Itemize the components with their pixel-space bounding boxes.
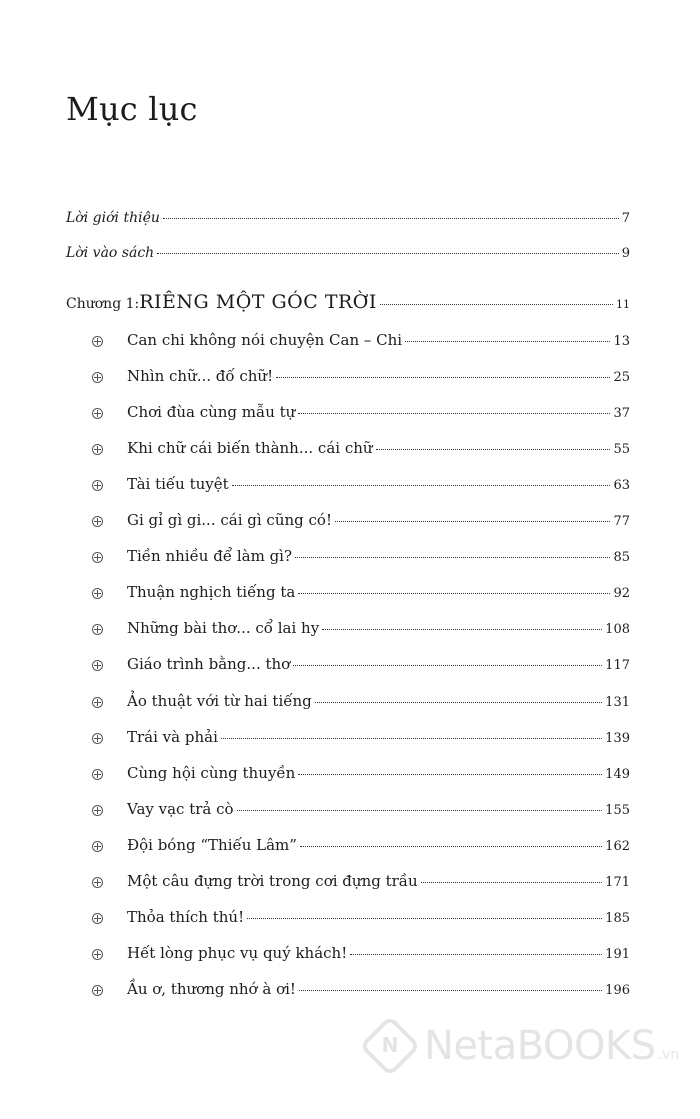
toc-item [127, 944, 630, 962]
circle-plus-icon [92, 516, 103, 527]
dot-leader [405, 341, 610, 342]
toc-item [127, 908, 630, 926]
toc-chapter-1 [66, 291, 630, 313]
dot-leader [350, 954, 602, 955]
toc-item-page: 37 [613, 406, 630, 421]
circle-plus-icon [92, 372, 103, 383]
dot-leader [221, 738, 602, 739]
circle-plus-icon [92, 805, 103, 816]
toc-item-page: 196 [605, 983, 630, 998]
dot-leader [298, 593, 610, 594]
toc-item [127, 475, 630, 493]
toc-item-page: 155 [605, 803, 630, 818]
toc-item-label: Tài tiếu tuyệt [127, 475, 229, 493]
toc-item [127, 439, 630, 457]
page-title: Mục lục [66, 90, 198, 128]
toc-item-page: 63 [613, 478, 630, 493]
toc-entry-introduction [66, 210, 630, 226]
toc-item [127, 692, 630, 710]
circle-plus-icon [92, 660, 103, 671]
toc-item-label: Thuận nghịch tiếng ta [127, 583, 296, 601]
toc-item [127, 655, 630, 673]
toc-item-page: 92 [613, 586, 630, 601]
toc-item [127, 547, 630, 565]
dot-leader [376, 449, 611, 450]
toc-item-page: 191 [605, 947, 630, 962]
toc-item-page: 55 [613, 442, 630, 457]
dot-leader [163, 218, 619, 219]
dot-leader [298, 774, 602, 775]
toc-item-page: 25 [613, 370, 630, 385]
dot-leader [299, 990, 602, 991]
toc-item-label: Tiền nhiều để làm gì? [127, 547, 293, 565]
circle-plus-icon [92, 588, 103, 599]
toc-item [127, 800, 630, 818]
toc-item [127, 728, 630, 746]
toc-item-label: Ảo thuật với từ hai tiếng [127, 692, 312, 710]
circle-plus-icon [92, 985, 103, 996]
toc-item-label: Chơi đùa cùng mẫu tự [127, 403, 296, 421]
dot-leader [276, 377, 610, 378]
dot-leader [237, 810, 603, 811]
toc-item [127, 403, 630, 421]
netabooks-logo-icon: N [359, 1015, 421, 1077]
toc-item-label: Giáo trình bằng... thơ [127, 655, 291, 673]
dot-leader [315, 702, 602, 703]
toc-item-label: Nhìn chữ... đố chữ! [127, 367, 274, 385]
toc-item-page: 149 [605, 767, 630, 782]
toc-item [127, 511, 630, 529]
toc-entry-label: Lời vào sách [66, 245, 155, 261]
dot-leader [380, 304, 613, 305]
circle-plus-icon [92, 697, 103, 708]
toc-item-label: Ầu ơ, thương nhớ à ơi! [127, 980, 296, 998]
toc-item-label: Một câu đựng trời trong cơi đựng trầu [127, 872, 418, 890]
toc-item [127, 367, 630, 385]
watermark-text: NetaBOOKS [424, 1023, 656, 1069]
chapter-prefix: Chương 1: [66, 296, 140, 312]
toc-item [127, 331, 630, 349]
toc-item-label: Can chi không nói chuyện Can – Chi [127, 331, 403, 349]
watermark-suffix: .vn [657, 1047, 680, 1063]
toc-item-page: 139 [605, 731, 630, 746]
circle-plus-icon [92, 624, 103, 635]
dot-leader [232, 485, 611, 486]
toc-item [127, 836, 630, 854]
toc-item [127, 764, 630, 782]
dot-leader [335, 521, 610, 522]
toc-item-label: Đội bóng “Thiếu Lâm” [127, 836, 297, 854]
circle-plus-icon [92, 877, 103, 888]
circle-plus-icon [92, 552, 103, 563]
circle-plus-icon [92, 444, 103, 455]
circle-plus-icon [92, 913, 103, 924]
toc-entry-label: Lời giới thiệu [66, 210, 160, 226]
toc-item-page: 171 [605, 875, 630, 890]
dot-leader [247, 918, 602, 919]
toc-item [127, 583, 630, 601]
toc-item-label: Trái và phải [127, 728, 218, 746]
toc-item-page: 108 [605, 622, 630, 637]
toc-item-label: Những bài thơ... cổ lai hy [127, 619, 320, 637]
toc-item-page: 13 [613, 334, 630, 349]
toc-item-page: 185 [605, 911, 630, 926]
toc-item-label: Thỏa thích thú! [127, 908, 245, 926]
dot-leader [293, 665, 602, 666]
circle-plus-icon [92, 336, 103, 347]
toc-entry-page: 9 [621, 246, 630, 261]
chapter-title: RIÊNG MỘT GÓC TRỜI [139, 291, 377, 313]
toc-item-label: Hết lòng phục vụ quý khách! [127, 944, 348, 962]
dot-leader [322, 629, 602, 630]
circle-plus-icon [92, 769, 103, 780]
toc-item [127, 619, 630, 637]
dot-leader [298, 413, 610, 414]
toc-entry-preface [66, 245, 630, 261]
dot-leader [300, 846, 602, 847]
dot-leader [157, 253, 619, 254]
chapter-page: 11 [616, 298, 630, 311]
circle-plus-icon [92, 841, 103, 852]
toc-item-page: 77 [613, 514, 630, 529]
toc-item-page: 162 [605, 839, 630, 854]
circle-plus-icon [92, 733, 103, 744]
toc-item-label: Gi gỉ gì gi... cái gì cũng có! [127, 511, 332, 529]
dot-leader [295, 557, 610, 558]
dot-leader [421, 882, 603, 883]
watermark [362, 1018, 679, 1074]
toc-item-label: Cùng hội cùng thuyền [127, 764, 296, 782]
toc-item [127, 872, 630, 890]
toc-item-page: 85 [613, 550, 630, 565]
toc-item-label: Khi chữ cái biến thành... cái chữ [127, 439, 373, 457]
circle-plus-icon [92, 480, 103, 491]
circle-plus-icon [92, 949, 103, 960]
toc-entry-page: 7 [621, 211, 630, 226]
toc-item-page: 131 [605, 695, 630, 710]
toc-item [127, 980, 630, 998]
toc-item-page: 117 [605, 658, 630, 673]
toc-item-label: Vay vạc trả cò [127, 800, 234, 818]
circle-plus-icon [92, 408, 103, 419]
